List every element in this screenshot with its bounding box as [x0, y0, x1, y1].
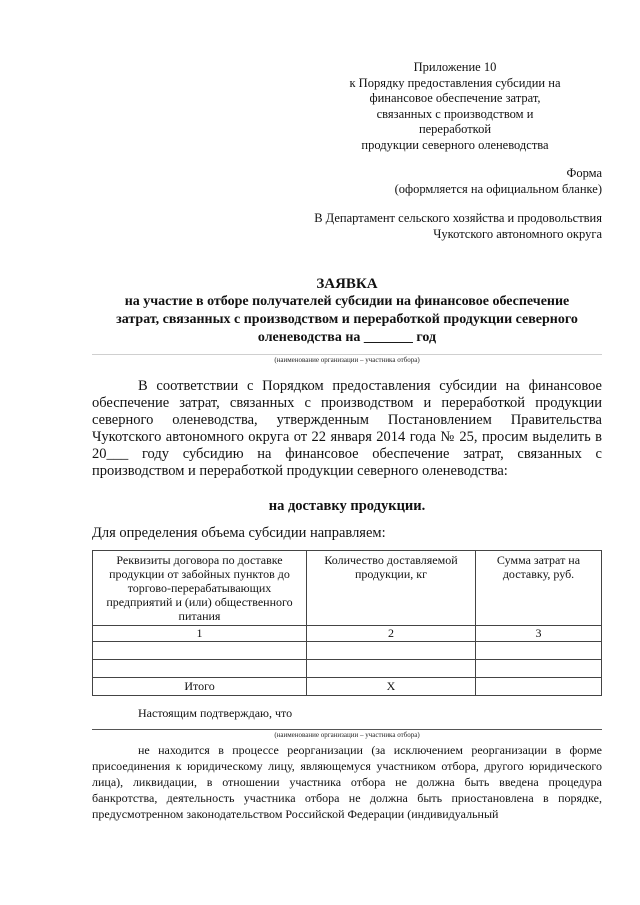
table-number-row	[93, 626, 602, 642]
document-title	[92, 275, 602, 347]
total-sum[interactable]	[476, 678, 602, 696]
addressee-line: Чукотского автономного округа	[433, 226, 602, 241]
col-number: 2	[307, 626, 476, 642]
appendix-block	[300, 60, 610, 153]
addressee	[280, 211, 602, 242]
total-label: Итого	[93, 678, 307, 696]
org-caption: (наименование организации – участника отбора)	[274, 356, 420, 364]
col-number: 1	[93, 626, 307, 642]
title-line: на участие в отборе получателей субсидии на финансовое обеспечение	[124, 294, 570, 309]
header-contract: Реквизиты договора по доставке продукции от забойных пунктов до торгово-перерабатывающих предприятий и (или) общественного питания	[93, 551, 307, 626]
appendix-line: финансовое обеспечение затрат,	[369, 91, 541, 105]
org-name-line	[92, 354, 602, 355]
appendix-line: продукции северного оленеводства	[361, 137, 549, 152]
appendix-line: к Порядку предоставления субсидии на	[349, 75, 561, 90]
appendix-line: переработкой	[418, 122, 492, 136]
form-sublabel: (оформляется на официальном бланке)	[394, 181, 602, 196]
table-cell[interactable]	[307, 642, 476, 660]
table-total-row	[93, 678, 602, 696]
col-number: 3	[476, 626, 602, 642]
table-row	[93, 642, 602, 660]
purpose-text: на доставку продукции.	[268, 498, 426, 514]
title-line: оленеводства на _______ год	[257, 330, 437, 345]
table-cell[interactable]	[307, 660, 476, 678]
form-label: Форма	[566, 166, 602, 180]
table-header-row	[93, 551, 602, 626]
appendix-line: Приложение 10	[413, 60, 497, 74]
subsidy-table	[92, 550, 602, 696]
body-paragraph: В соответствии с Порядком предоставления субсидии на финансовое обеспечение затрат, связанных с производством и переработкой продукции северного оленеводства, утвержденным Постановлением Правительства Чукотского автономного округа от 22 января 2014 года № 25, просим выделить в 20___ году субсидию на финансовое обеспечение затрат, связанных с производством и переработкой продукции северного оленеводства:	[92, 378, 602, 479]
title-line: затрат, связанных с производством и переработкой продукции северного	[116, 312, 578, 327]
header-sum: Сумма затрат на доставку, руб.	[476, 551, 602, 626]
conditions-paragraph: не находится в процессе реорганизации (за исключением реорганизации в форме присоединения к юридическому лицу, являющемуся участником отбора, другого юридического лица), ликвидации, в отношении участника отбора не должна быть введена процедура банкротства, деятельность участника отбора не должна быть приостановлена в порядке, предусмотренном законодательством Российской Федерации (индивидуальный	[92, 743, 602, 821]
table-cell[interactable]	[93, 642, 307, 660]
table-cell[interactable]	[93, 660, 307, 678]
table-cell[interactable]	[476, 660, 602, 678]
table-cell[interactable]	[476, 642, 602, 660]
org-name-line-2	[92, 729, 602, 730]
title-heading: ЗАЯВКА	[316, 276, 378, 292]
table-row	[93, 660, 602, 678]
addressee-line: В Департамент сельского хозяйства и продовольствия	[314, 211, 602, 225]
appendix-line: связанных с производством и	[376, 106, 534, 121]
total-quantity: Х	[307, 678, 476, 696]
org-caption-2: (наименование организации – участника отбора)	[274, 731, 420, 739]
info-line: Для определения объема субсидии направляем:	[92, 525, 386, 541]
form-note	[300, 166, 602, 197]
header-quantity: Количество доставляемой продукции, кг	[307, 551, 476, 626]
confirm-text: Настоящим подтверждаю, что	[138, 706, 293, 720]
